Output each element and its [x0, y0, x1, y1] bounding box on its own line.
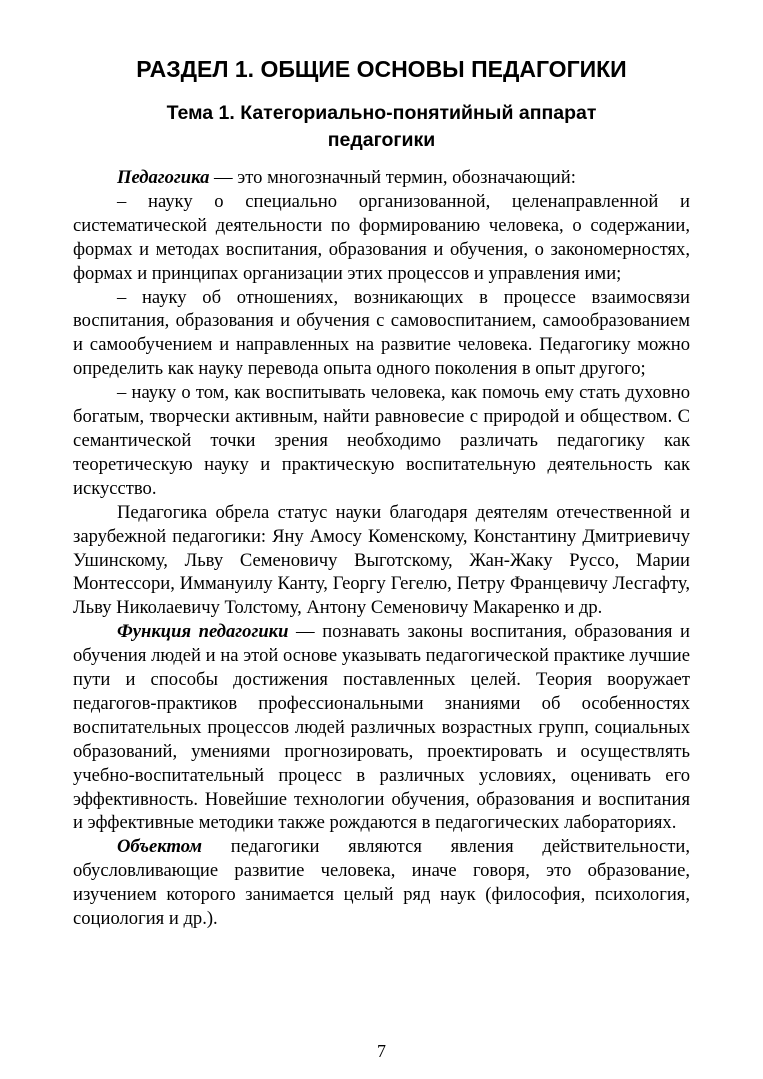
topic-title-line-2: педагогики — [327, 129, 436, 151]
term-object: Объектом — [117, 836, 203, 858]
paragraph-pedagogy-definition — [73, 166, 690, 190]
paragraph-pedagogy-object — [73, 835, 690, 931]
page-number: 7 — [377, 1041, 386, 1061]
topic-title — [90, 100, 673, 154]
paragraph-text: — познавать законы воспитания, образования и обучения людей и на этой основе указывать педагогической практике лучшие пути и способы достижения поставленных целей. Теория вооружает педагогов-практиков профессиональными знаниями об особенностях воспитательных процессов людей различных возрастных групп, социальных образований, умениями прогнозировать, проектировать и осуществлять учебно-воспитательный процесс в различных условиях, оценивать его эффективность. Новейшие технологии обучения, образования и воспитания и эффективные методики также рождаются в педагогических лабораториях. — [73, 621, 690, 834]
paragraph-list-item-2: – науку об отношениях, возникающих в процессе взаимосвязи воспитания, образования и обучения с самовоспитанием, самообразованием и самообучением и направленных на развитие человека. Педагогику можно определить как науку перевода опыта одного поколения в опыт другого; — [73, 286, 690, 380]
body-text — [73, 166, 690, 931]
term-pedagogy: Педагогика — [117, 167, 210, 188]
paragraph-science-status: Педагогика обрела статус науки благодаря деятелям отечественной и зарубежной педагогики: Яну Амосу Коменскому, Константину Дмитриевичу Ушинскому, Льву Семеновичу Выготскому, Жан-Жаку Руссо, Марии Монтессори, Иммануилу Канту, Георгу Гегелю, Петру Францевичу Лесгафту, Льву Николаевичу Толстому, Антону Семеновичу Макаренко и др. — [73, 501, 690, 619]
paragraph-list-item-1: – науку о специально организованной, целенаправленной и систематической деятельности по формированию человека, о содержании, формах и методах воспитания, образования и обучения, о закономерностях, формах и принципах организации этих процессов и управления ими; — [73, 190, 690, 284]
paragraph-pedagogy-function — [73, 620, 690, 835]
section-title: РАЗДЕЛ 1. ОБЩИЕ ОСНОВЫ ПЕДАГОГИКИ — [136, 56, 627, 82]
paragraph-text: — это многозначный термин, обозначающий: — [209, 167, 576, 188]
topic-title-line-1: Тема 1. Категориально-понятийный аппарат — [166, 102, 597, 124]
paragraph-text: педагогики являются явления действительности, обусловливающие развитие человека, иначе говоря, это образование, изучением которого занимается целый ряд наук (философия, психология, социология и др.). — [73, 836, 690, 930]
paragraph-list-item-3: – науку о том, как воспитывать человека, как помочь ему стать духовно богатым, творчески активным, найти равновесие с природой и обществом. С семантической точки зрения необходимо различать педагогику как теоретическую науку и практическую воспитательную деятельность как искусство. — [73, 382, 690, 499]
term-pedagogy-function: Функция педагогики — [117, 621, 289, 643]
